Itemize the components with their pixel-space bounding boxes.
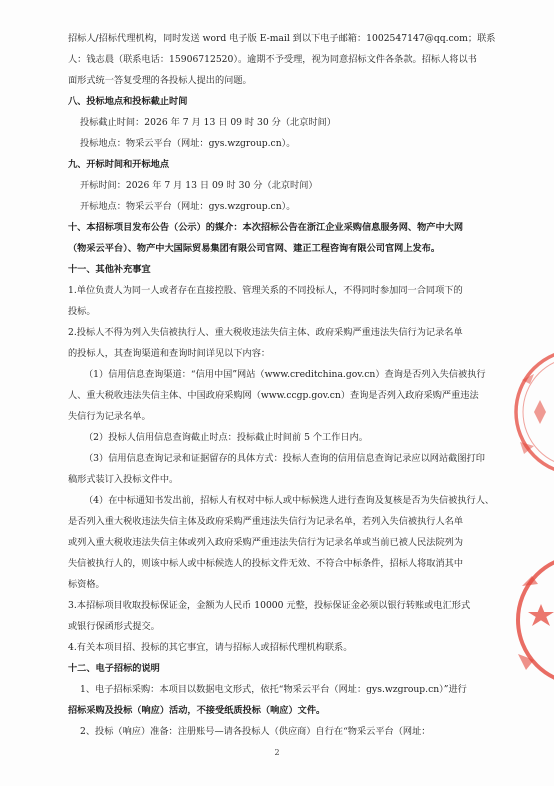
red-seal-upper: [500, 350, 554, 490]
text-line: 投标。: [68, 306, 96, 317]
text-line: （1）信用信息查询渠道：“信用中国”网站（www.creditchina.gov.cn）查询是否列入失信被执行: [84, 369, 486, 380]
red-seal-lower: [500, 560, 554, 700]
text-line: 投标截止时间：2026 年 7 月 13 日 09 时 30 分（北京时间）: [80, 117, 336, 128]
text-line: 或列入重大税收违法失信主体或列入政府采购严重违法失信行为记录名单或当前已被人民法院列为: [68, 537, 464, 548]
text-line: （3）信用信息查询记录和证据留存的具体方式：投标人查询的信用信息查询记录应以网站截图打印: [84, 453, 485, 464]
text-line: 十一、其他补充事宜: [68, 264, 151, 275]
text-line: 稿形式装订入投标文件中。: [68, 474, 179, 485]
text-line: （2）投标人信用信息查询截止时点：投标截止时间前 5 个工作日内。: [84, 432, 368, 443]
text-line: 面形式统一答复受理的各投标人提出的问题。: [68, 75, 252, 86]
page-number: 2: [274, 748, 280, 757]
text-line: 的投标人，其查询渠道和查询时间详见以下内容：: [68, 348, 271, 359]
text-line: 投标地点：物采云平台（网址：gys.wzgroup.cn）。: [80, 138, 296, 149]
body-text: [68, 28, 500, 742]
text-line: （4）在中标通知书发出前，招标人有权对中标人或中标候选人进行查询及复核是否为失信被执行人、: [84, 495, 495, 506]
text-line: 开标地点：物采云平台（网址：gys.wzgroup.cn）。: [80, 201, 296, 212]
text-line: 八、投标地点和投标截止时间: [68, 96, 188, 107]
text-line: 人：钱志晨（联系电话：15906712520）。逾期不予受理，视为同意招标文件各条款。招标人将以书: [68, 54, 477, 65]
text-line: 开标时间：2026 年 7 月 13 日 09 时 30 分（北京时间）: [80, 180, 318, 191]
text-line: 招标人/招标代理机构，同时发送 word 电子版 E-mail 到以下电子邮箱：1002547147@qq.com；联系: [68, 33, 496, 44]
text-line: 2.投标人不得为列入失信被执行人、重大税收违法失信主体、政府采购严重违法失信行为记录名单: [68, 327, 463, 338]
text-line: 九、开标时间和开标地点: [68, 159, 170, 170]
text-line: （物采云平台）、物产中大国际贸易集团有限公司官网、建正工程咨询有限公司官网上发布。: [68, 243, 441, 254]
text-line: 招标采购及投标（响应）活动，不接受纸质投标（响应）文件。: [68, 705, 326, 716]
text-line: 2、投标（响应）准备：注册账号—请各投标人（供应商）自行在“物采云平台（网址：: [80, 726, 431, 737]
text-line: 十、本招标项目发布公告（公示）的媒介：本次招标公告在浙江企业采购信息服务网、物产中大网: [68, 222, 464, 233]
text-line: 或银行保函形式提交。: [68, 621, 160, 632]
text-line: 是否列入重大税收违法失信主体及政府采购严重违法失信行为记录名单，若列入失信被执行人名单: [68, 516, 464, 527]
text-line: 人、重大税收违法失信主体、中国政府采购网（www.ccgp.gov.cn）查询是否列入政府采购严重违法: [68, 390, 479, 401]
text-line: 1.单位负责人为同一人或者存在直接控股、管理关系的不同投标人，不得同时参加同一合同项下的: [68, 285, 463, 296]
text-line: 标资格。: [68, 579, 105, 590]
text-line: 失信被执行人的，则该中标人或中标候选人的投标文件无效、不符合中标条件，招标人将取消其中: [68, 558, 464, 569]
text-line: 十二、电子招标的说明: [68, 663, 160, 674]
text-line: 3.本招标项目收取投标保证金，金额为人民币 10000 元整，投标保证金必须以银行转账或电汇形式: [68, 600, 471, 611]
text-line: 4.有关本项目招、投标的其它事宜，请与招标人或招标代理机构联系。: [68, 642, 353, 653]
text-line: 失信行为记录名单。: [68, 411, 151, 422]
text-line: 1、电子招标采购：本项目以数据电文形式，依托“物采云平台（网址：gys.wzgroup.cn）”进行: [80, 684, 467, 695]
